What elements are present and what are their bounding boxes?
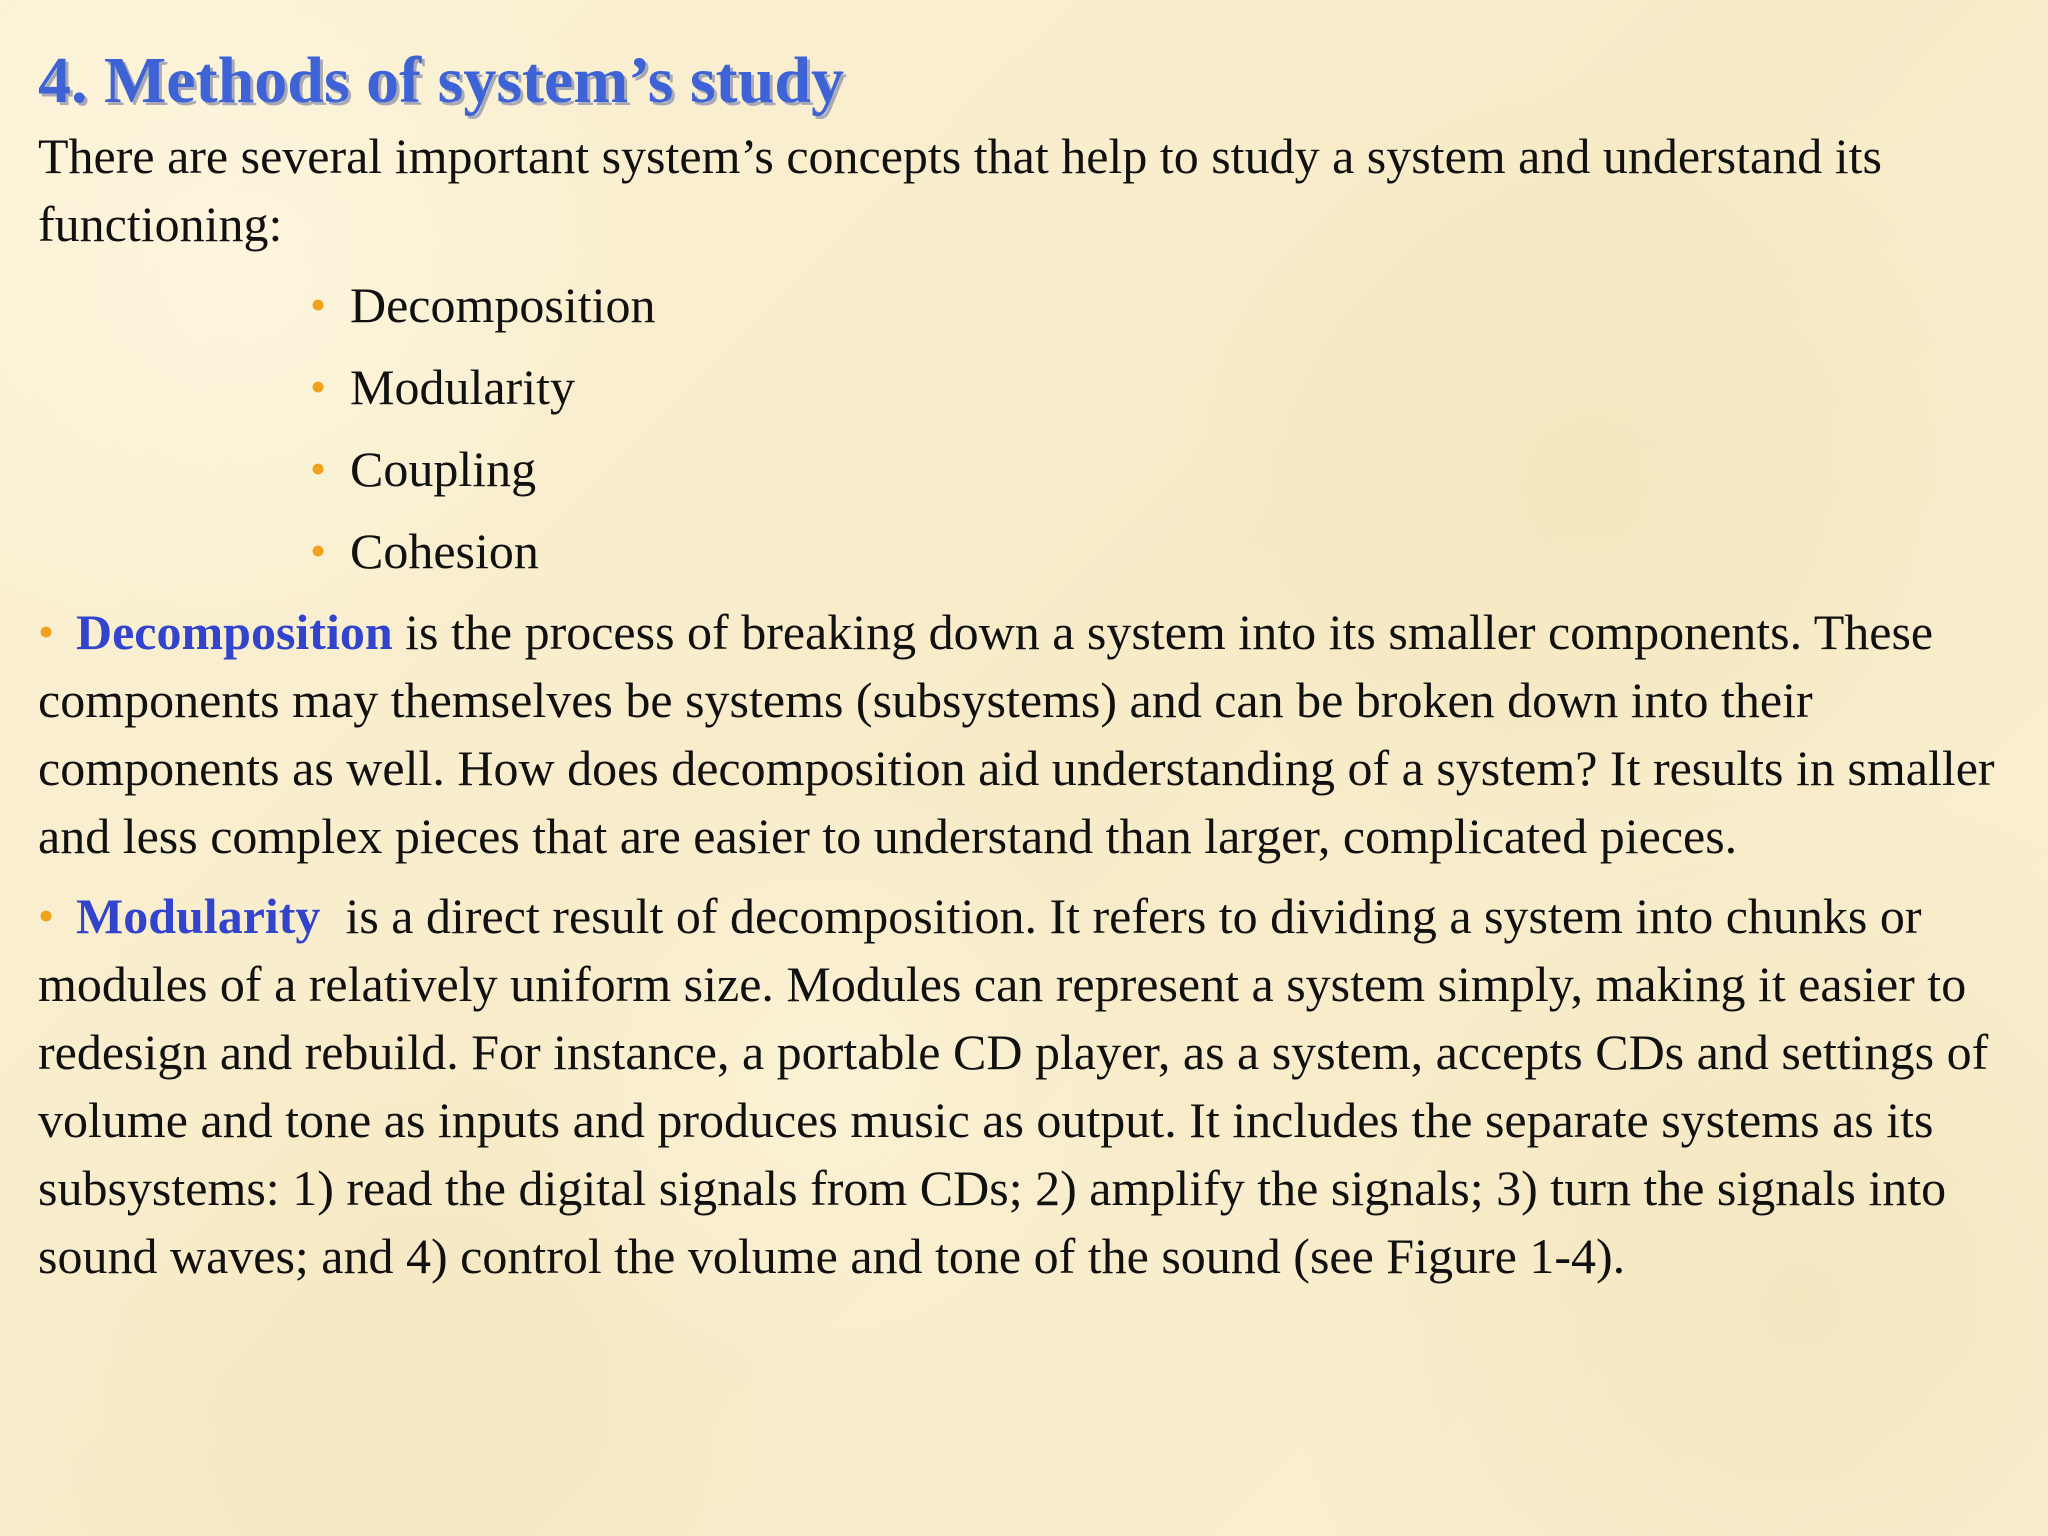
- bullet-icon: •: [310, 443, 327, 494]
- concept-label: Decomposition: [350, 277, 656, 333]
- intro-text: There are several important system’s concepts that help to study a system and understand its functioning:: [38, 128, 1882, 252]
- modularity-paragraph: [38, 882, 2018, 1290]
- bullet-icon: •: [310, 525, 327, 576]
- slide-title: 4. Methods of system’s study: [38, 44, 845, 117]
- concept-label: Coupling: [350, 441, 537, 497]
- concept-list: [38, 264, 2018, 592]
- slide: [38, 40, 2018, 1290]
- decomposition-text: is the process of breaking down a system into its smaller components. These components may themselves be systems (subsystems) and can be broken down into their components as well. How does decomposition aid understanding of a system? It results in smaller and less complex pieces that are easier to understand than larger, complicated pieces.: [38, 604, 2008, 864]
- concept-label: Modularity: [350, 359, 575, 415]
- list-item: [310, 264, 2018, 346]
- term-modularity: Modularity: [76, 888, 321, 944]
- concept-label: Cohesion: [350, 523, 539, 579]
- bullet-icon: •: [38, 606, 55, 657]
- decomposition-paragraph: [38, 598, 2018, 870]
- list-item: [310, 510, 2018, 592]
- list-item: [310, 346, 2018, 428]
- bullet-icon: •: [310, 279, 327, 330]
- list-item: [310, 428, 2018, 510]
- bullet-icon: •: [310, 361, 327, 412]
- bullet-icon: •: [38, 890, 55, 941]
- term-decomposition: Decomposition: [76, 604, 393, 660]
- modularity-text: is a direct result of decomposition. It refers to dividing a system into chunks or modules of a relatively uniform size. Modules can represent a system simply, making it easier to redesign and rebuild. For instance, a portable CD player, as a system, accepts CDs and settings of volume and tone as inputs and produces music as output. It includes the separate systems as its subsystems: 1) read the digital signals from CDs; 2) amplify the signals; 3) turn the signals into sound waves; and 4) control the volume and tone of the sound (see Figure 1-4).: [38, 888, 2001, 1284]
